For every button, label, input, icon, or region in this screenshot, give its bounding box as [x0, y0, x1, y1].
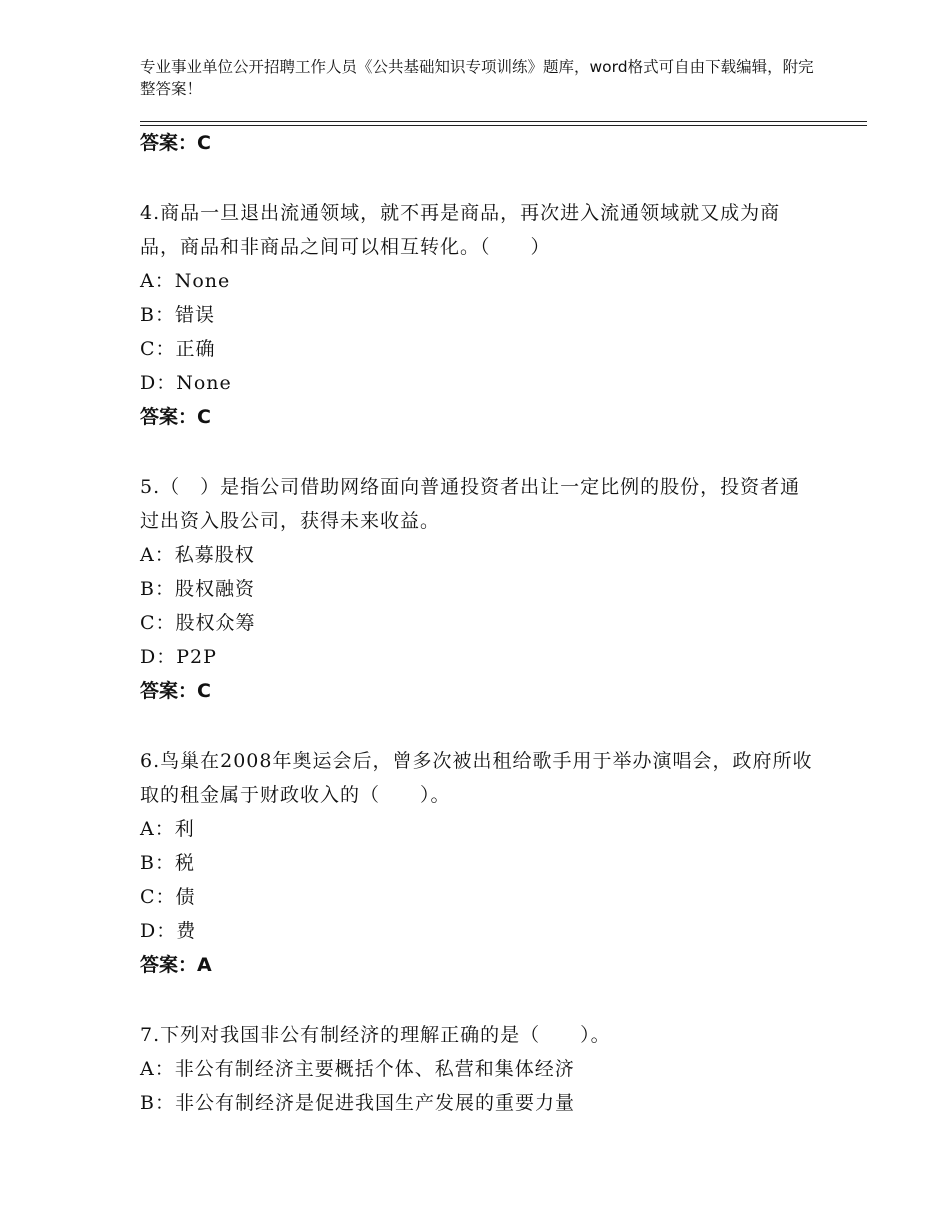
- option-d: D：None: [140, 372, 232, 394]
- question-block: [140, 1018, 820, 1120]
- option-a: A：非公有制经济主要概括个体、私营和集体经济: [140, 1058, 575, 1080]
- question-stem: 5.（ ）是指公司借助网络面向普通投资者出让一定比例的股份，投资者通过出资入股公司，获得未来收益。: [140, 476, 801, 532]
- answer-line: 答案：C: [140, 132, 211, 154]
- document-body: [140, 124, 820, 1120]
- option-d: D：P2P: [140, 646, 217, 668]
- answer-line: 答案：A: [140, 954, 212, 976]
- option-a: A：私募股权: [140, 544, 255, 566]
- answer-line: 答案：C: [140, 406, 211, 428]
- question-stem: 7.下列对我国非公有制经济的理解正确的是（ ）。: [140, 1024, 611, 1046]
- question-block: [140, 744, 820, 982]
- option-c: C：债: [140, 886, 196, 908]
- question-stem: 6.鸟巢在2008年奥运会后，曾多次被出租给歌手用于举办演唱会，政府所收取的租金属于财政收入的（ ）。: [140, 750, 813, 806]
- option-b: B：股权融资: [140, 578, 255, 600]
- option-b: B：错误: [140, 304, 215, 326]
- question-block: [140, 470, 820, 708]
- option-a: A：利: [140, 818, 195, 840]
- option-c: C：股权众筹: [140, 612, 256, 634]
- option-d: D：费: [140, 920, 197, 942]
- option-c: C：正确: [140, 338, 216, 360]
- option-b: B：税: [140, 852, 195, 874]
- option-b: B：非公有制经济是促进我国生产发展的重要力量: [140, 1092, 575, 1114]
- answer-line: 答案：C: [140, 680, 211, 702]
- page-header: 专业事业单位公开招聘工作人员《公共基础知识专项训练》题库，word格式可自由下载编辑，附完整答案！: [140, 58, 814, 98]
- option-a: A：None: [140, 270, 231, 292]
- question-stem: 4.商品一旦退出流通领域，就不再是商品，再次进入流通领域就又成为商品，商品和非商品之间可以相互转化。（ ）: [140, 202, 781, 258]
- question-block: [140, 196, 820, 434]
- header-rule-top: [140, 121, 867, 122]
